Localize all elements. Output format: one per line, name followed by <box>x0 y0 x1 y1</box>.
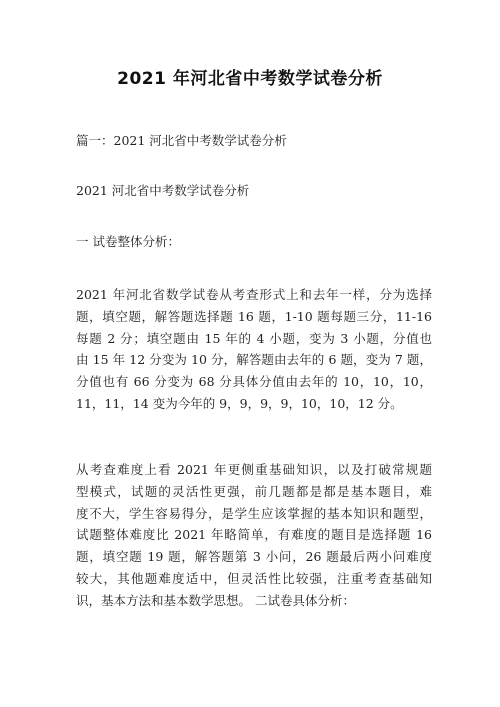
part-one-heading: 一 试卷整体分析： <box>76 234 180 249</box>
document-title: 2021 年河北省中考数学试卷分析 <box>117 69 383 89</box>
paragraph-line: 2021 年河北省数学试卷从考查形式上和去年一样，分为选择 <box>76 287 432 302</box>
paragraph-difficulty <box>76 459 432 612</box>
paragraph-line: 题，填空题 19 题，解答题第 3 小问，26 题最后两小问难度 <box>76 549 432 565</box>
paragraph-line: 题，填空题，解答题选择题 16 题，1-10 题每题三分，11-16 <box>76 308 432 324</box>
paragraph-line: 试题整体难度比 2021 年略简单，有难度的题目是选择题 16 <box>76 527 432 543</box>
paragraph-line: 从考查难度上看 2021 年更侧重基础知识，以及打破常规题 <box>76 462 432 477</box>
paragraph-line: 每题 2 分；填空题由 15 年的 4 小题，变为 3 小题，分值也 <box>76 330 432 346</box>
section-heading: 篇一：2021 河北省中考数学试卷分析 <box>76 133 287 148</box>
paragraph-line: 由 15 年 12 分变为 10 分，解答题由去年的 6 题，变为 7 题， <box>76 352 432 368</box>
paragraph-line: 11，11，14 变为今年的 9，9，9，9，10，10，12 分。 <box>76 395 403 411</box>
paragraph-line: 识，基本方法和基本数学思想。 二试卷具体分析： <box>76 592 355 608</box>
document-subtitle: 2021 河北省中考数学试卷分析 <box>76 183 250 198</box>
paragraph-line: 型模式，试题的灵活性更强，前几题都是都是基本题目，难 <box>76 483 432 499</box>
paragraph-line: 较大，其他题难度适中，但灵活性比较强，注重考查基础知 <box>76 570 432 586</box>
paragraph-line: 分值也有 66 分变为 68 分具体分值由去年的 10，10，10， <box>76 374 432 390</box>
paragraph-line: 度不大，学生容易得分，是学生应该掌握的基本知识和题型， <box>76 505 432 521</box>
paragraph-overview <box>76 284 432 415</box>
